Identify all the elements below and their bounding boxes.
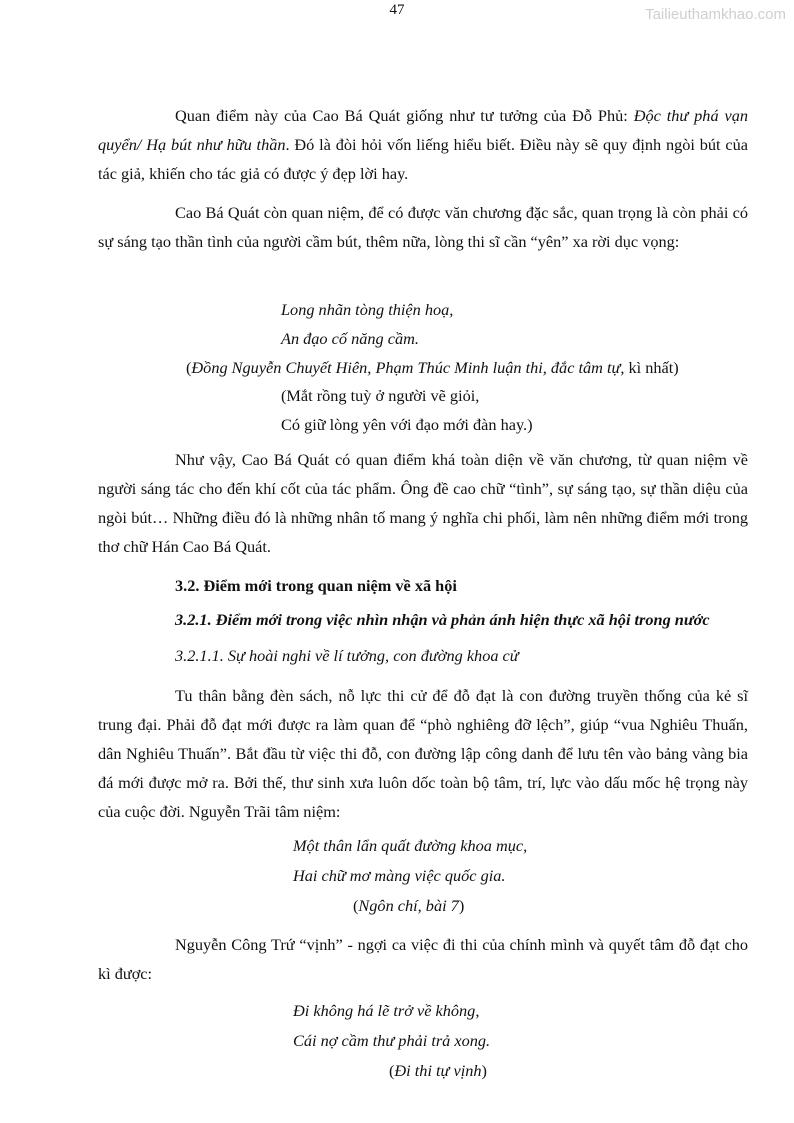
paragraph-1-quote: Độc thư phá vạn quyển/ Hạ bút như hữu thần	[98, 106, 749, 154]
paragraph-4: Tu thân bằng đèn sách, nỗ lực thi cử để đỗ đạt là con đường truyền thống của kẻ sĩ trung đại. Phải đỗ đạt mới được ra làm quan để “phò nghiêng đỡ lệch”, giúp “vua Nghiêu Thuấn, dân Nghiêu Thuấn”. Bắt đầu từ việc thi đỗ, con đường lập công danh để lưu tên vào bảng vàng bia đá mới được mở ra. Bởi thế, thư sinh xưa luôn dốc toàn bộ tâm, trí, lực vào dấu mốc hệ trọng này của cuộc đời. Nguyễn Trãi tâm niệm:	[98, 686, 748, 821]
verse-2-line-1: Một thân lẩn quất đường khoa mục,	[293, 836, 528, 855]
paragraph-1	[98, 101, 748, 188]
verse-1-source	[186, 353, 679, 382]
verse-3-line-1: Đi không há lẽ trở về không,	[293, 1001, 480, 1020]
verse-1-translation-2: Có giữ lòng yên với đạo mới đàn hay.)	[281, 415, 533, 434]
verse-2-source-close: )	[458, 896, 465, 915]
verse-2-line-2: Hai chữ mơ màng việc quốc gia.	[293, 866, 506, 885]
verse-2-source	[353, 891, 464, 920]
paragraph-1-text-a: Quan điểm này của Cao Bá Quát giống như tư tưởng của Đỗ Phủ:	[175, 106, 634, 125]
page-number: 47	[389, 2, 405, 18]
verse-2-source-open: (	[353, 896, 359, 915]
verse-1-source-open: (	[186, 358, 192, 377]
paragraph-5: Nguyễn Công Trứ “vịnh” - ngợi ca việc đi thi của chính mình và quyết tâm đỗ đạt cho kì được:	[98, 935, 748, 983]
paragraph-1-text-b: . Đó là đòi hỏi vốn liếng hiểu biết. Điều này sẽ quy định ngòi bút của tác giả, khiến cho tác giả có được ý đẹp lời hay.	[98, 135, 748, 183]
paragraph-2: Cao Bá Quát còn quan niệm, để có được văn chương đặc sắc, quan trọng là còn phải có sự sáng tạo thần tình của người cầm bút, thêm nữa, lòng thi sĩ cần “yên” xa rời dục vọng:	[98, 203, 748, 251]
heading-3-2-1-1: 3.2.1.1. Sự hoài nghi về lí tưởng, con đường khoa cử	[175, 646, 519, 665]
verse-1-translation-1: (Mắt rồng tuỳ ở người vẽ giỏi,	[281, 386, 480, 405]
verse-3-source-title: Đi thi tự vịnh	[394, 1061, 482, 1080]
verse-1-line-2: An đạo cố năng cầm.	[281, 329, 419, 348]
verse-3-source-open: (	[389, 1061, 395, 1080]
verse-1-source-title: Đồng Nguyễn Chuyết Hiên, Phạm Thúc Minh luận thi, đắc tâm tự,	[191, 358, 625, 377]
verse-3-line-2: Cái nợ cầm thư phải trả xong.	[293, 1031, 491, 1050]
verse-1-source-tail: kì nhất)	[624, 358, 679, 377]
watermark: Tailieuthamkhao.com	[645, 6, 786, 23]
heading-3-2: 3.2. Điểm mới trong quan niệm về xã hội	[175, 576, 457, 595]
verse-2-source-title: Ngôn chí, bài 7	[358, 896, 459, 915]
verse-3-source-close: )	[481, 1061, 487, 1080]
verse-3-source	[389, 1056, 487, 1085]
verse-1-line-1: Long nhãn tòng thiện hoạ,	[281, 300, 454, 319]
paragraph-3: Như vậy, Cao Bá Quát có quan điểm khá toàn diện về văn chương, từ quan niệm về người sáng tác cho đến khí cốt của tác phẩm. Ông đề cao chữ “tình”, sự sáng tạo, sự thần diệu của ngòi bút… Những điều đó là những nhân tố mang ý nghĩa chi phối, làm nên những điểm mới trong thơ chữ Hán Cao Bá Quát.	[98, 450, 748, 556]
heading-3-2-1: 3.2.1. Điểm mới trong việc nhìn nhận và phản ánh hiện thực xã hội trong nước	[175, 610, 710, 629]
